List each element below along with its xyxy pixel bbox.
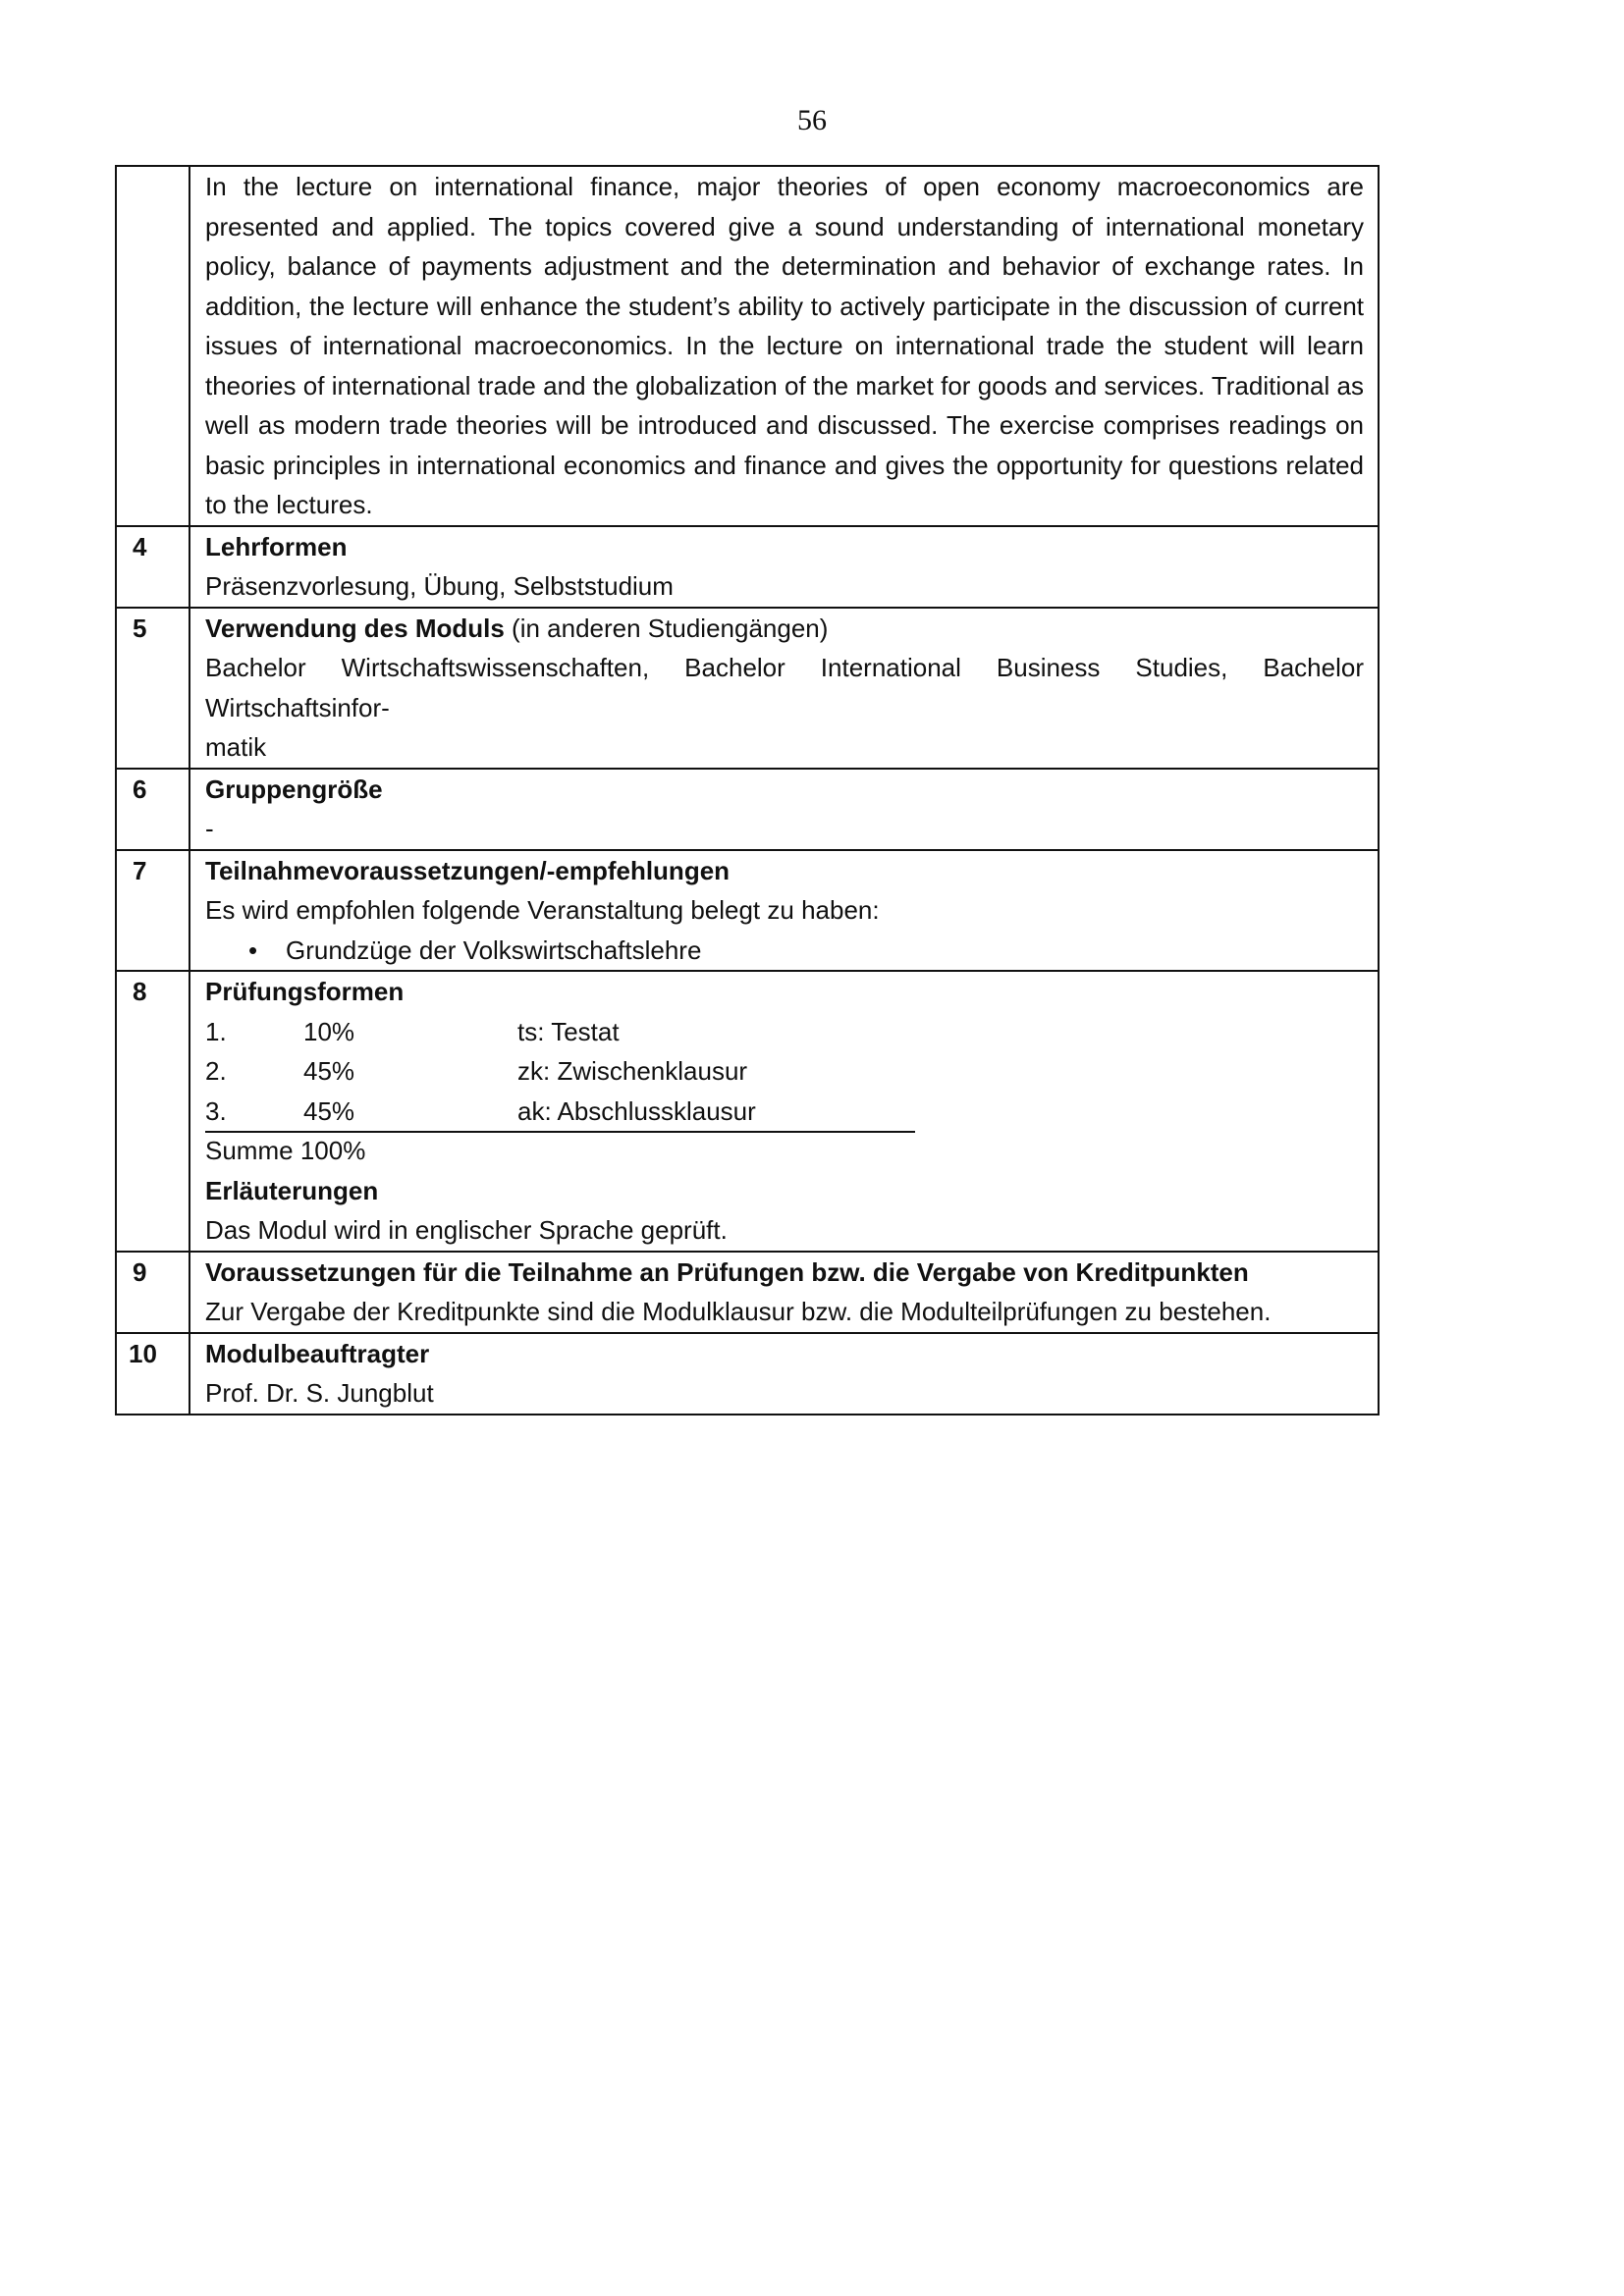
row-gruppengroesse: [116, 769, 1379, 850]
exam-label: ak: Abschlussklausur: [517, 1095, 756, 1126]
exam-label: zk: Zwischenklausur: [517, 1056, 748, 1086]
row-number-cell: [116, 1252, 189, 1333]
row-content: [189, 1333, 1379, 1415]
section-text: Präsenzvorlesung, Übung, Selbststudium: [205, 571, 674, 601]
page-number: 56: [797, 104, 827, 136]
exam-weight: 45%: [303, 1056, 355, 1086]
section-title: Gruppengröße: [205, 774, 383, 804]
exam-weight: 45%: [303, 1095, 355, 1126]
exam-index: 2.: [205, 1056, 227, 1086]
module-description-table: [115, 165, 1380, 1415]
row-content: [189, 166, 1379, 526]
section-title-suffix: (in anderen Studiengängen): [504, 613, 829, 643]
notes-title: Erläuterungen: [205, 1175, 379, 1205]
bullet-text: Grundzüge der Volkswirtschaftslehre: [286, 934, 702, 965]
row-number-empty: [116, 166, 189, 526]
section-title: Voraussetzungen für die Teilnahme an Prüfungen bzw. die Vergabe von Kreditpunkten: [205, 1256, 1249, 1287]
row-number: 7: [133, 855, 147, 885]
row-number: 9: [133, 1256, 147, 1287]
row-modulbeauftragter: [116, 1333, 1379, 1415]
intro-text: In the lecture on international finance, major theories of open economy macroeconomics are presented and applied. The topics covered give a sound understanding of international monetary policy, balance of payments adjustment and the determination and behavior of exchange rates. In addition, the lecture will enhance the student’s ability to actively participate in the discussion of current issues of international macroeconomics. In the lecture on international trade the student will learn theories of international trade and the globalization of the market for goods and services. Traditional as well as modern trade theories will be introduced and discussed. The exercise comprises readings on basic principles in international economics and finance and gives the opportunity for questions related to the lectures.: [205, 172, 1364, 519]
section-text: Es wird empfohlen folgende Veranstaltung belegt zu haben:: [205, 895, 880, 925]
sum-label: Summe: [205, 1136, 294, 1165]
section-text-line: matik: [205, 732, 267, 762]
sum-value: 100%: [299, 1136, 366, 1165]
row-number-cell: [116, 971, 189, 1252]
exam-row: [205, 1051, 1364, 1092]
exam-row: [205, 1012, 1364, 1052]
row-content: [189, 526, 1379, 608]
exam-sum: [205, 1131, 1364, 1171]
row-voraussetzungen-pruefungen: [116, 1252, 1379, 1333]
section-text: Prof. Dr. S. Jungblut: [205, 1378, 434, 1408]
row-number-cell: [116, 608, 189, 769]
section-title-line: [205, 609, 1364, 649]
row-content: [189, 1252, 1379, 1333]
row-number-cell: [116, 526, 189, 608]
section-title: Verwendung des Moduls: [205, 613, 505, 643]
row-lehrformen: [116, 526, 1379, 608]
row-intro: [116, 166, 1379, 526]
section-title: Lehrformen: [205, 531, 348, 561]
row-content: [189, 850, 1379, 972]
row-number: 10: [129, 1338, 157, 1368]
row-verwendung: [116, 608, 1379, 769]
section-title: Prüfungsformen: [205, 977, 405, 1006]
row-teilnahmevoraussetzungen: [116, 850, 1379, 972]
section-title: Modulbeauftragter: [205, 1338, 430, 1368]
row-number-cell: [116, 769, 189, 850]
exam-index: 3.: [205, 1095, 227, 1126]
notes-text: Das Modul wird in englischer Sprache geprüft.: [205, 1215, 728, 1245]
bullet-icon: •: [248, 934, 258, 965]
row-content: [189, 608, 1379, 769]
row-content: [189, 971, 1379, 1252]
exam-index: 1.: [205, 1016, 227, 1046]
exam-row: [205, 1092, 1364, 1132]
row-number: 5: [133, 613, 147, 643]
exam-weight: 10%: [303, 1016, 355, 1046]
row-pruefungsformen: [116, 971, 1379, 1252]
section-text: Zur Vergabe der Kreditpunkte sind die Modulklausur bzw. die Modulteilprüfungen zu bestehen.: [205, 1297, 1272, 1326]
row-number: 6: [133, 774, 147, 804]
section-text: -: [205, 814, 214, 843]
section-text-line: Bachelor Wirtschaftswissenschaften, Bachelor International Business Studies, Bachelor Wirtschaftsinfor-: [205, 653, 1364, 722]
exam-label: ts: Testat: [517, 1016, 620, 1046]
row-content: [189, 769, 1379, 850]
row-number-cell: [116, 850, 189, 972]
row-number: 8: [133, 977, 147, 1006]
row-number-cell: [116, 1333, 189, 1415]
section-title: Teilnahmevoraussetzungen/-empfehlungen: [205, 855, 731, 885]
bullet-list-item: [205, 931, 1364, 971]
row-number: 4: [133, 531, 147, 561]
